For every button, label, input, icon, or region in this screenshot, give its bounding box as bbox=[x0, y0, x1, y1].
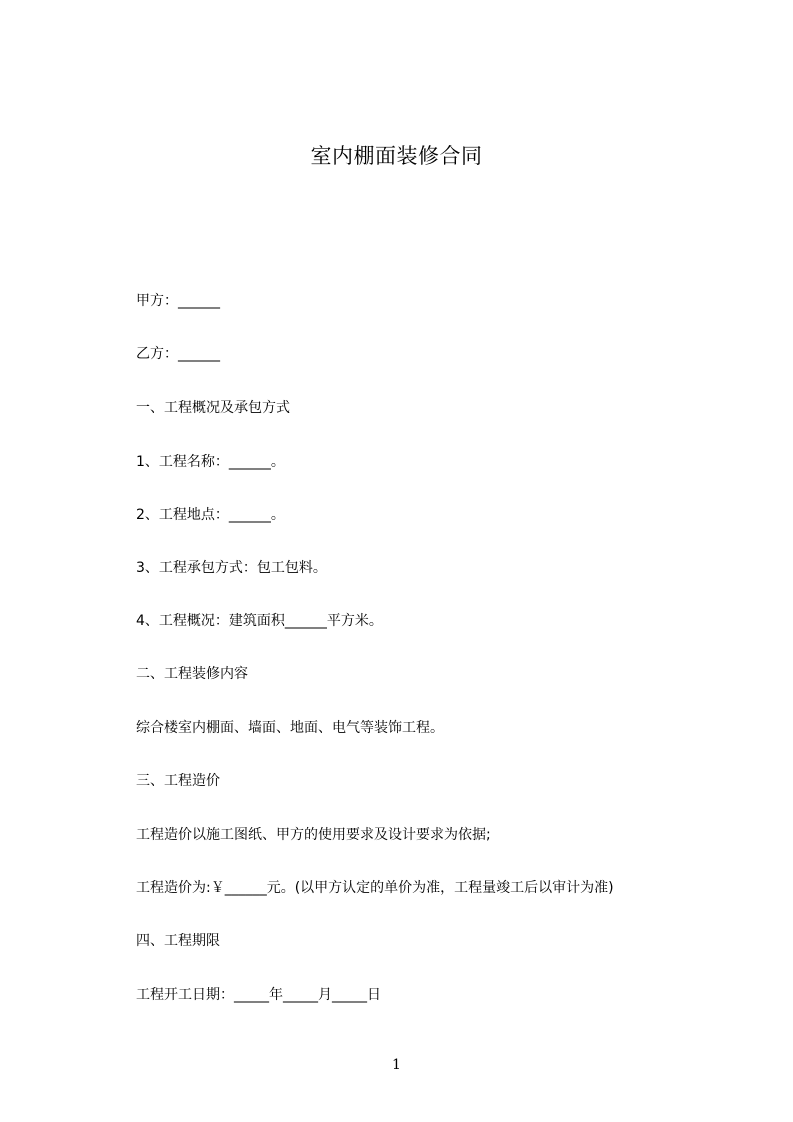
document-title: 室内棚面装修合同 bbox=[310, 144, 483, 168]
party-a-line: 甲方：______ bbox=[136, 293, 220, 309]
party-b-line: 乙方：______ bbox=[136, 346, 220, 362]
project-name-line: 1、工程名称：______。 bbox=[136, 454, 285, 470]
project-location-line: 2、工程地点：______。 bbox=[136, 507, 285, 523]
section-1-heading: 一、工程概况及承包方式 bbox=[136, 400, 290, 416]
project-overview-line: 4、工程概况：建筑面积______平方米。 bbox=[136, 613, 383, 629]
start-date-line: 工程开工日期：_____年_____月_____日 bbox=[136, 987, 381, 1003]
decoration-content-line: 综合楼室内棚面、墙面、地面、电气等装饰工程。 bbox=[136, 720, 444, 736]
section-4-heading: 四、工程期限 bbox=[136, 933, 220, 949]
page-number: 1 bbox=[392, 1057, 401, 1073]
section-2-heading: 二、工程装修内容 bbox=[136, 666, 248, 682]
section-3-heading: 三、工程造价 bbox=[136, 773, 220, 789]
contract-method-line: 3、工程承包方式：包工包料。 bbox=[136, 560, 327, 576]
cost-amount-line: 工程造价为:￥______元。(以甲方认定的单价为准，工程量竣工后以审计为准) bbox=[136, 880, 614, 896]
cost-basis-line: 工程造价以施工图纸、甲方的使用要求及设计要求为依据; bbox=[136, 827, 491, 843]
